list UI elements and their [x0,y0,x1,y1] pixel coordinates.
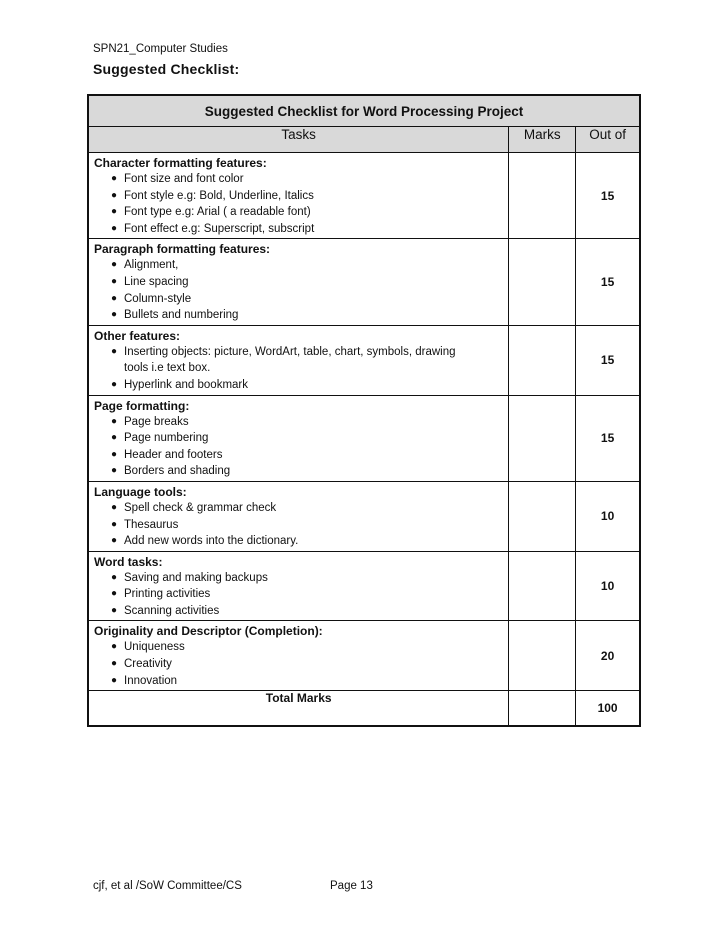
list-item [111,463,508,480]
marks-cell [509,325,576,395]
list-item [111,447,508,464]
task-list [89,257,508,324]
list-item-text: Column-style [124,292,192,305]
out-of-cell: 15 [576,239,640,325]
marks-cell [509,481,576,551]
list-item [111,586,508,603]
list-item [111,517,508,534]
bullet-icon: ● [111,345,118,357]
list-item-text: Alignment, [124,259,179,272]
bullet-icon: ● [111,588,118,600]
list-item-text: Font size and font color [124,173,244,185]
out-of-cell: 20 [576,621,640,691]
section-title: Word tasks: [94,554,163,569]
bullet-icon: ● [111,309,118,321]
table-row [88,153,640,239]
document-header [93,42,239,79]
bullet-icon: ● [111,292,118,304]
list-item [111,221,508,238]
task-cell [88,481,509,551]
bullet-icon: ● [111,189,118,201]
list-item-text: Thesaurus [124,518,179,531]
bullet-icon: ● [111,173,118,184]
out-of-cell: 15 [576,395,640,481]
list-item [111,344,508,377]
bullet-icon: ● [111,378,118,390]
marks-cell [509,239,576,325]
out-of-cell: 15 [576,153,640,239]
footer-author: cjf, et al /SoW Committee/CS [93,880,242,892]
task-list [89,570,508,621]
list-item-text: Header and footers [124,448,223,461]
table-row [88,621,640,691]
section-title: Other features: [94,328,181,343]
page-number: Page 13 [330,880,373,892]
list-item-text: Saving and making backups [124,571,268,584]
bullet-icon: ● [111,604,118,616]
list-item [111,274,508,291]
list-item-text: Add new words into the dictionary. [124,535,299,548]
list-item [111,570,508,587]
column-header-marks: Marks [509,127,576,153]
task-cell [88,551,509,621]
list-item [111,430,508,447]
bullet-icon: ● [111,206,118,218]
section-title: Originality and Descriptor (Completion): [94,624,323,639]
list-item [111,500,508,517]
list-item-text: Line spacing [124,275,189,288]
task-cell [88,239,509,325]
list-item [111,377,508,394]
out-of-cell: 10 [576,551,640,621]
list-item-text: Innovation [124,674,178,687]
task-list [89,344,508,395]
list-item-text: Borders and shading [124,465,231,478]
section-title: Page formatting: [94,398,190,413]
bullet-icon: ● [111,432,118,444]
table-row [88,481,640,551]
checklist-table [87,94,641,727]
list-item-text: Bullets and numbering [124,309,239,322]
list-item-text: Spell check & grammar check [124,501,277,514]
column-header-out-of: Out of [576,127,640,153]
bullet-icon: ● [111,674,118,686]
list-item-text: Hyperlink and bookmark [124,378,249,391]
task-cell [88,395,509,481]
list-item-text: Inserting objects: picture, WordArt, table, chart, symbols, drawing tools i.e text box. [124,345,456,375]
bullet-icon: ● [111,571,118,583]
total-marks-cell [509,691,576,727]
bullet-icon: ● [111,535,118,547]
list-item-text: Printing activities [124,588,211,601]
list-item-text: Font effect e.g: Superscript, subscript [124,222,315,235]
page-title: Suggested Checklist: [93,61,240,77]
task-cell [88,325,509,395]
list-item [111,204,508,221]
list-item [111,188,508,205]
list-item-text: Uniqueness [124,641,185,654]
task-list [89,639,508,690]
total-row [88,691,640,727]
total-out-of-cell: 100 [576,691,640,727]
out-of-cell: 10 [576,481,640,551]
list-item [111,673,508,690]
list-item [111,257,508,274]
marks-cell [509,153,576,239]
task-list [89,500,508,551]
bullet-icon: ● [111,259,118,271]
total-label: Total Marks [88,691,509,727]
list-item [111,307,508,324]
list-item-text: Font style e.g: Bold, Underline, Italics [124,189,314,202]
task-cell [88,153,509,239]
bullet-icon: ● [111,658,118,670]
section-title: Language tools: [94,484,187,499]
section-title: Paragraph formatting features: [94,242,271,257]
marks-cell [509,621,576,691]
table-caption: Suggested Checklist for Word Processing Project [88,95,640,127]
marks-cell [509,551,576,621]
list-item [111,414,508,431]
list-item [111,291,508,308]
table-row [88,551,640,621]
list-item-text: Font type e.g: Arial ( a readable font) [124,206,311,219]
column-header-tasks: Tasks [88,127,509,153]
list-item [111,533,508,550]
list-item-text: Page breaks [124,415,189,428]
out-of-cell: 15 [576,325,640,395]
course-code: SPN21_Computer Studies [93,43,228,55]
bullet-icon: ● [111,641,118,653]
bullet-icon: ● [111,448,118,460]
bullet-icon: ● [111,415,118,427]
task-list [89,414,508,481]
marks-cell [509,395,576,481]
caption-row [88,95,640,127]
task-list [89,171,508,238]
table-row [88,239,640,325]
list-item [111,171,508,188]
bullet-icon: ● [111,275,118,287]
bullet-icon: ● [111,518,118,530]
list-item [111,656,508,673]
task-cell [88,621,509,691]
list-item-text: Creativity [124,658,172,671]
list-item [111,639,508,656]
list-item-text: Scanning activities [124,604,220,617]
table-row [88,395,640,481]
list-item-text: Page numbering [124,432,209,445]
bullet-icon: ● [111,465,118,477]
table-row [88,325,640,395]
list-item [111,603,508,620]
bullet-icon: ● [111,501,118,513]
section-title: Character formatting features: [94,156,267,170]
header-row [88,127,640,153]
bullet-icon: ● [111,222,118,234]
